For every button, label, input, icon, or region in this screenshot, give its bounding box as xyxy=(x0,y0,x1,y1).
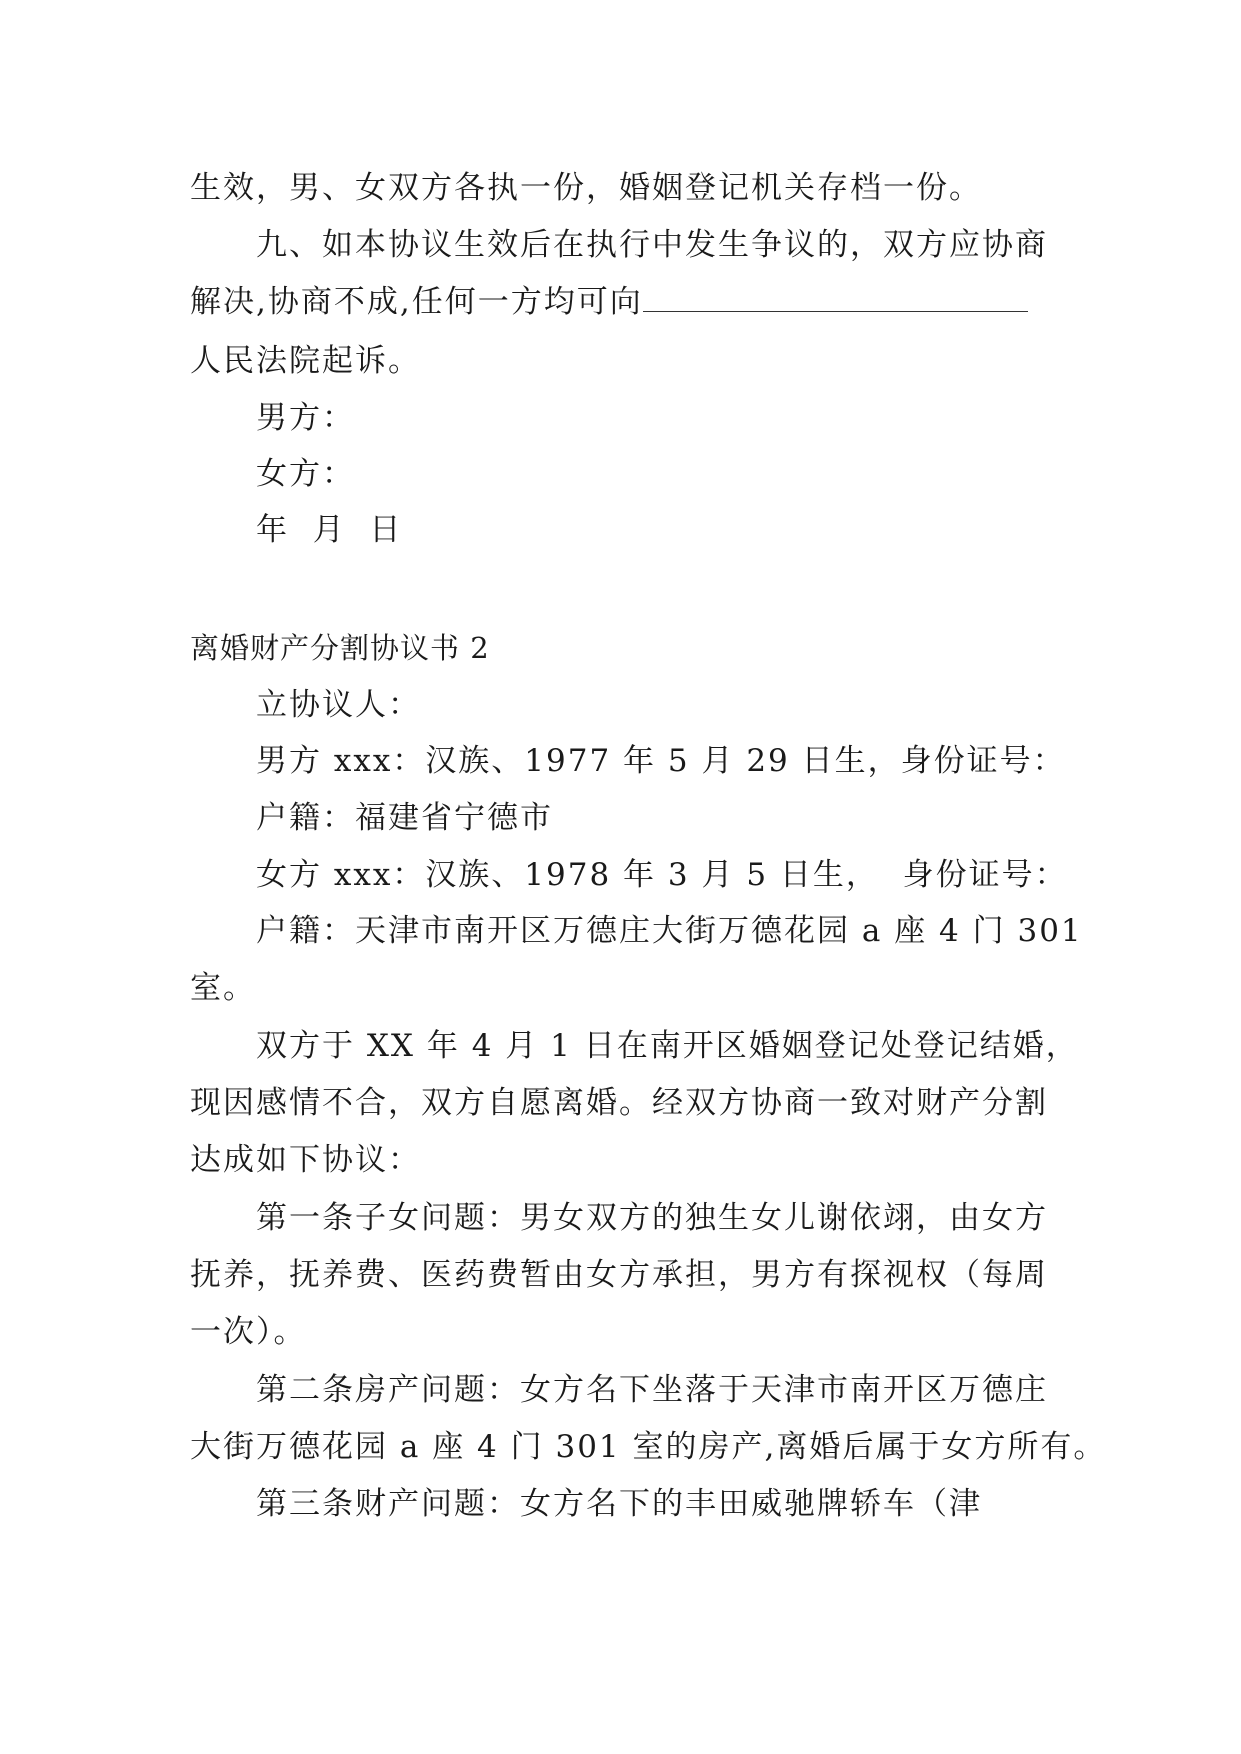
signature-female-label: 女方： xyxy=(256,456,355,492)
text-line: 室。 xyxy=(190,970,256,1006)
text-line: 女方 xxx：汉族、1978 年 3 月 5 日生， 身份证号： xyxy=(256,857,1068,893)
text-line: 第三条财产问题：女方名下的丰田威驰牌轿车（津 xyxy=(256,1486,982,1522)
text-line: 第一条子女问题：男女双方的独生女儿谢依翊，由女方 xyxy=(256,1200,1048,1236)
text-line: 户籍：福建省宁德市 xyxy=(256,800,553,836)
fill-in-blank xyxy=(643,285,1028,312)
signature-male-label: 男方： xyxy=(256,400,355,436)
text-line: 九、如本协议生效后在执行中发生争议的，双方应协商 xyxy=(256,227,1048,263)
text-line xyxy=(190,282,1050,322)
text-line: 一次）。 xyxy=(190,1314,307,1350)
text-line-content: 解决,协商不成,任何一方均可向 xyxy=(190,284,643,320)
text-line: 人民法院起诉。 xyxy=(190,343,421,379)
text-line: 达成如下协议： xyxy=(190,1142,421,1178)
text-line: 抚养，抚养费、医药费暂由女方承担，男方有探视权（每周 xyxy=(190,1257,1048,1293)
text-line: 男方 xxx：汉族、1977 年 5 月 29 日生，身份证号： xyxy=(256,743,1066,779)
text-line: 现因感情不合，双方自愿离婚。经双方协商一致对财产分割 xyxy=(190,1085,1048,1121)
text-line: 大街万德花园 a 座 4 门 301 室的房产,离婚后属于女方所有。 xyxy=(190,1429,1107,1465)
text-line: 双方于 XX 年 4 月 1 日在南开区婚姻登记处登记结婚， xyxy=(256,1028,1079,1064)
text-line: 立协议人： xyxy=(256,687,421,723)
text-line: 生效，男、女双方各执一份，婚姻登记机关存档一份。 xyxy=(190,170,982,206)
text-line: 第二条房产问题：女方名下坐落于天津市南开区万德庄 xyxy=(256,1372,1048,1408)
text-line: 户籍：天津市南开区万德庄大街万德花园 a 座 4 门 301 xyxy=(256,913,1083,949)
date-line: 年 月 日 xyxy=(256,512,403,548)
section-title: 离婚财产分割协议书 2 xyxy=(190,631,490,665)
